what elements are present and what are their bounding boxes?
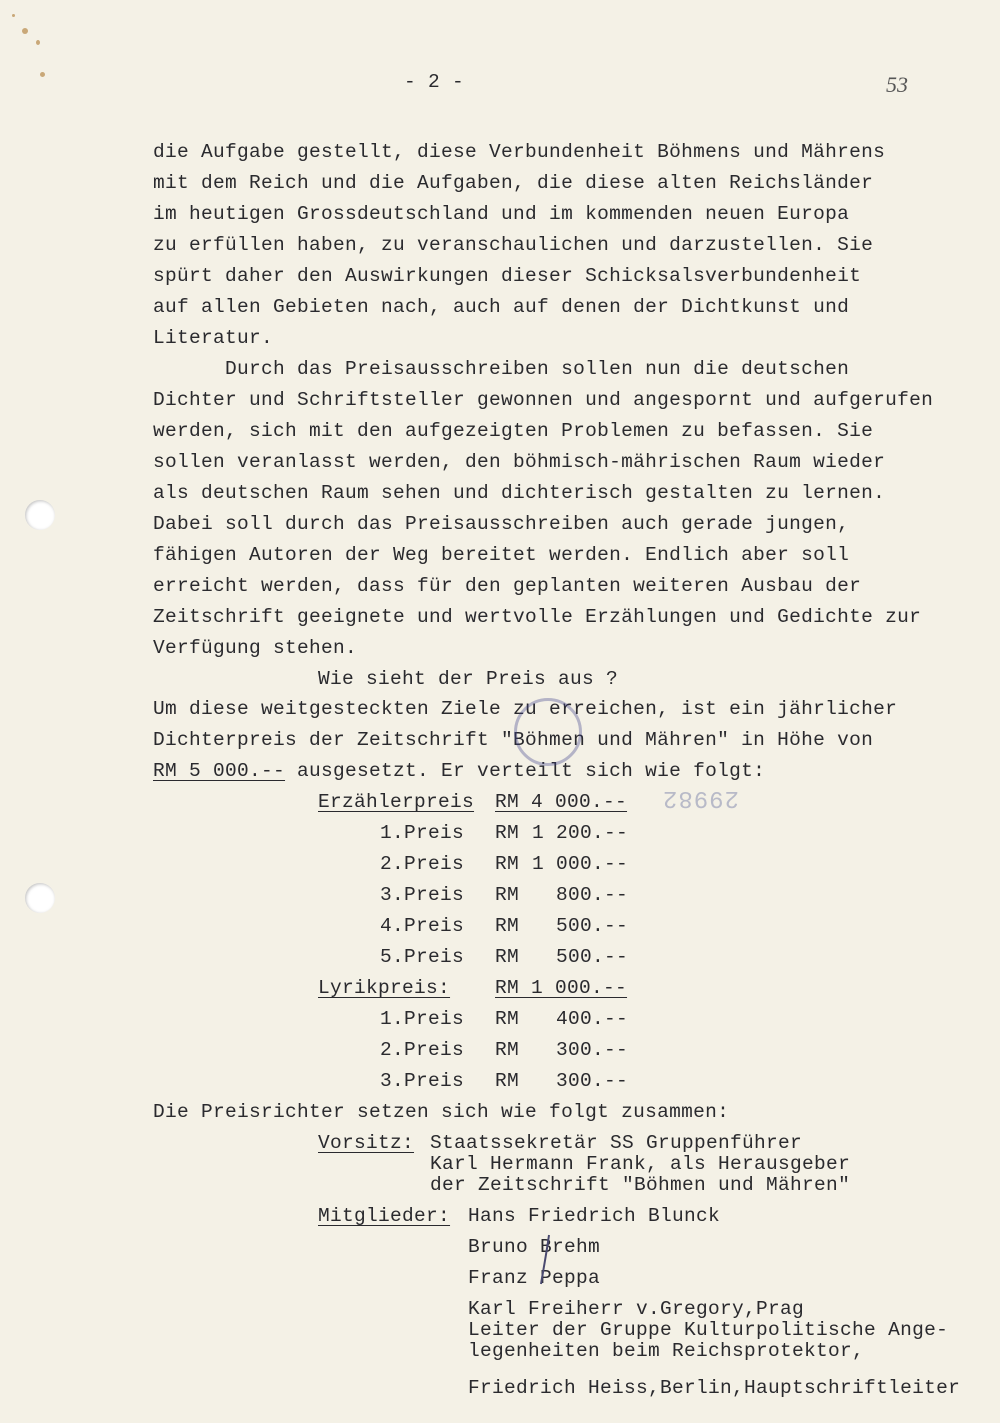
stain-speck (22, 28, 28, 34)
prize-place: 2.Preis (380, 1039, 465, 1061)
paragraph-line: spürt daher den Auswirkungen dieser Schicksalsverbundenheit (153, 265, 862, 287)
page-number: - 2 - (404, 71, 465, 93)
paragraph-line: mit dem Reich und die Aufgaben, die diese alten Reichsländer (153, 172, 874, 194)
pencil-mark (535, 1232, 559, 1288)
paragraph-line: Um diese weitgesteckten Ziele zu erreichen, ist ein jährlicher (153, 698, 898, 720)
paragraph-line: Dichterpreis der Zeitschrift "Böhmen und Mähren" in Höhe von (153, 729, 874, 751)
prize-amount: 800.-- (532, 884, 629, 906)
paragraph-line: Zeitschrift geeignete und wertvolle Erzählungen und Gedichte zur (153, 606, 922, 628)
paragraph-line: Durch das Preisausschreiben sollen nun die deutschen (153, 358, 850, 380)
narrative-prize-amount: RM 4 000.-- (495, 791, 628, 813)
paragraph-line: Dichter und Schriftsteller gewonnen und angespornt und aufgerufen (153, 389, 934, 411)
lyric-prize-label: Lyrikpreis: (318, 977, 451, 999)
stain-speck (12, 14, 15, 17)
prize-amount: 400.-- (532, 1008, 629, 1030)
member-detail: Leiter der Gruppe Kulturpolitische Ange- (468, 1319, 949, 1341)
chair-line: Karl Hermann Frank, als Herausgeber (430, 1153, 851, 1175)
prize-amount: 500.-- (532, 946, 629, 968)
member-name: Bruno Brehm (468, 1236, 601, 1258)
paragraph-line: sollen veranlasst werden, den böhmisch-mährischen Raum wieder (153, 451, 886, 473)
paragraph-line: fähigen Autoren der Weg bereitet werden. Endlich aber soll (153, 544, 850, 566)
paragraph-line: werden, sich mit den aufgezeigten Problemen zu befassen. Sie (153, 420, 874, 442)
paragraph-line (153, 759, 765, 783)
punch-hole (25, 500, 55, 530)
paragraph-line: auf allen Gebieten nach, auch auf denen der Dichtkunst und (153, 296, 850, 318)
stain-speck (36, 40, 40, 45)
prize-place: 4.Preis (380, 915, 465, 937)
stain-speck (40, 72, 45, 77)
prize-currency: RM (495, 1008, 520, 1030)
prize-place: 3.Preis (380, 884, 465, 906)
prize-amount: 500.-- (532, 915, 629, 937)
member-detail: legenheiten beim Reichsprotektor, (468, 1340, 865, 1362)
paragraph-line: zu erfüllen haben, zu veranschaulichen und darzustellen. Sie (153, 234, 874, 256)
narrative-prize-label: Erzählerpreis (318, 791, 475, 813)
round-seal-stamp (514, 698, 582, 766)
prize-currency: RM (495, 853, 520, 875)
prize-currency: RM (495, 946, 520, 968)
prize-amount: 300.-- (532, 1070, 629, 1092)
member-name: Franz Peppa (468, 1267, 601, 1289)
chair-label: Vorsitz: (318, 1132, 415, 1154)
paragraph-line: die Aufgabe gestellt, diese Verbundenheit Böhmens und Mährens (153, 141, 886, 163)
prize-currency: RM (495, 884, 520, 906)
paragraph-line: Literatur. (153, 327, 274, 349)
prize-place: 1.Preis (380, 1008, 465, 1030)
paragraph-line: Verfügung stehen. (153, 637, 358, 659)
punch-hole (25, 883, 55, 913)
prize-place: 2.Preis (380, 853, 465, 875)
paragraph-line: Dabei soll durch das Preisausschreiben auch gerade jungen, (153, 513, 850, 535)
prize-currency: RM (495, 822, 520, 844)
prize-currency: RM (495, 1070, 520, 1092)
jury-intro: Die Preisrichter setzen sich wie folgt zusammen: (153, 1101, 730, 1123)
section-question: Wie sieht der Preis aus ? (318, 668, 619, 690)
lyric-prize-amount: RM 1 000.-- (495, 977, 628, 999)
prize-amount: 1 000.-- (532, 853, 629, 875)
folio-number: 53 (886, 72, 908, 97)
prize-currency: RM (495, 1039, 520, 1061)
prize-place: 1.Preis (380, 822, 465, 844)
member-name: Friedrich Heiss,Berlin,Hauptschriftleiter (468, 1377, 961, 1399)
member-name: Karl Freiherr v.Gregory,Prag (468, 1298, 805, 1320)
paragraph-line: erreicht werden, dass für den geplanten weiteren Ausbau der (153, 575, 862, 597)
stamp-number: 29982 (662, 784, 740, 811)
prize-total: RM 5 000.-- (153, 760, 286, 782)
chair-line: der Zeitschrift "Böhmen und Mähren" (430, 1174, 851, 1196)
prize-place: 3.Preis (380, 1070, 465, 1092)
member-name: Hans Friedrich Blunck (468, 1205, 721, 1227)
prize-amount: 300.-- (532, 1039, 629, 1061)
prize-amount: 1 200.-- (532, 822, 629, 844)
paragraph-line: im heutigen Grossdeutschland und im kommenden neuen Europa (153, 203, 850, 225)
prize-place: 5.Preis (380, 946, 465, 968)
prize-currency: RM (495, 915, 520, 937)
prize-total-rest: ausgesetzt. Er verteilt sich wie folgt: (285, 760, 766, 782)
members-label: Mitglieder: (318, 1205, 451, 1227)
paragraph-line: als deutschen Raum sehen und dichterisch gestalten zu lernen. (153, 482, 886, 504)
chair-line: Staatssekretär SS Gruppenführer (430, 1132, 803, 1154)
